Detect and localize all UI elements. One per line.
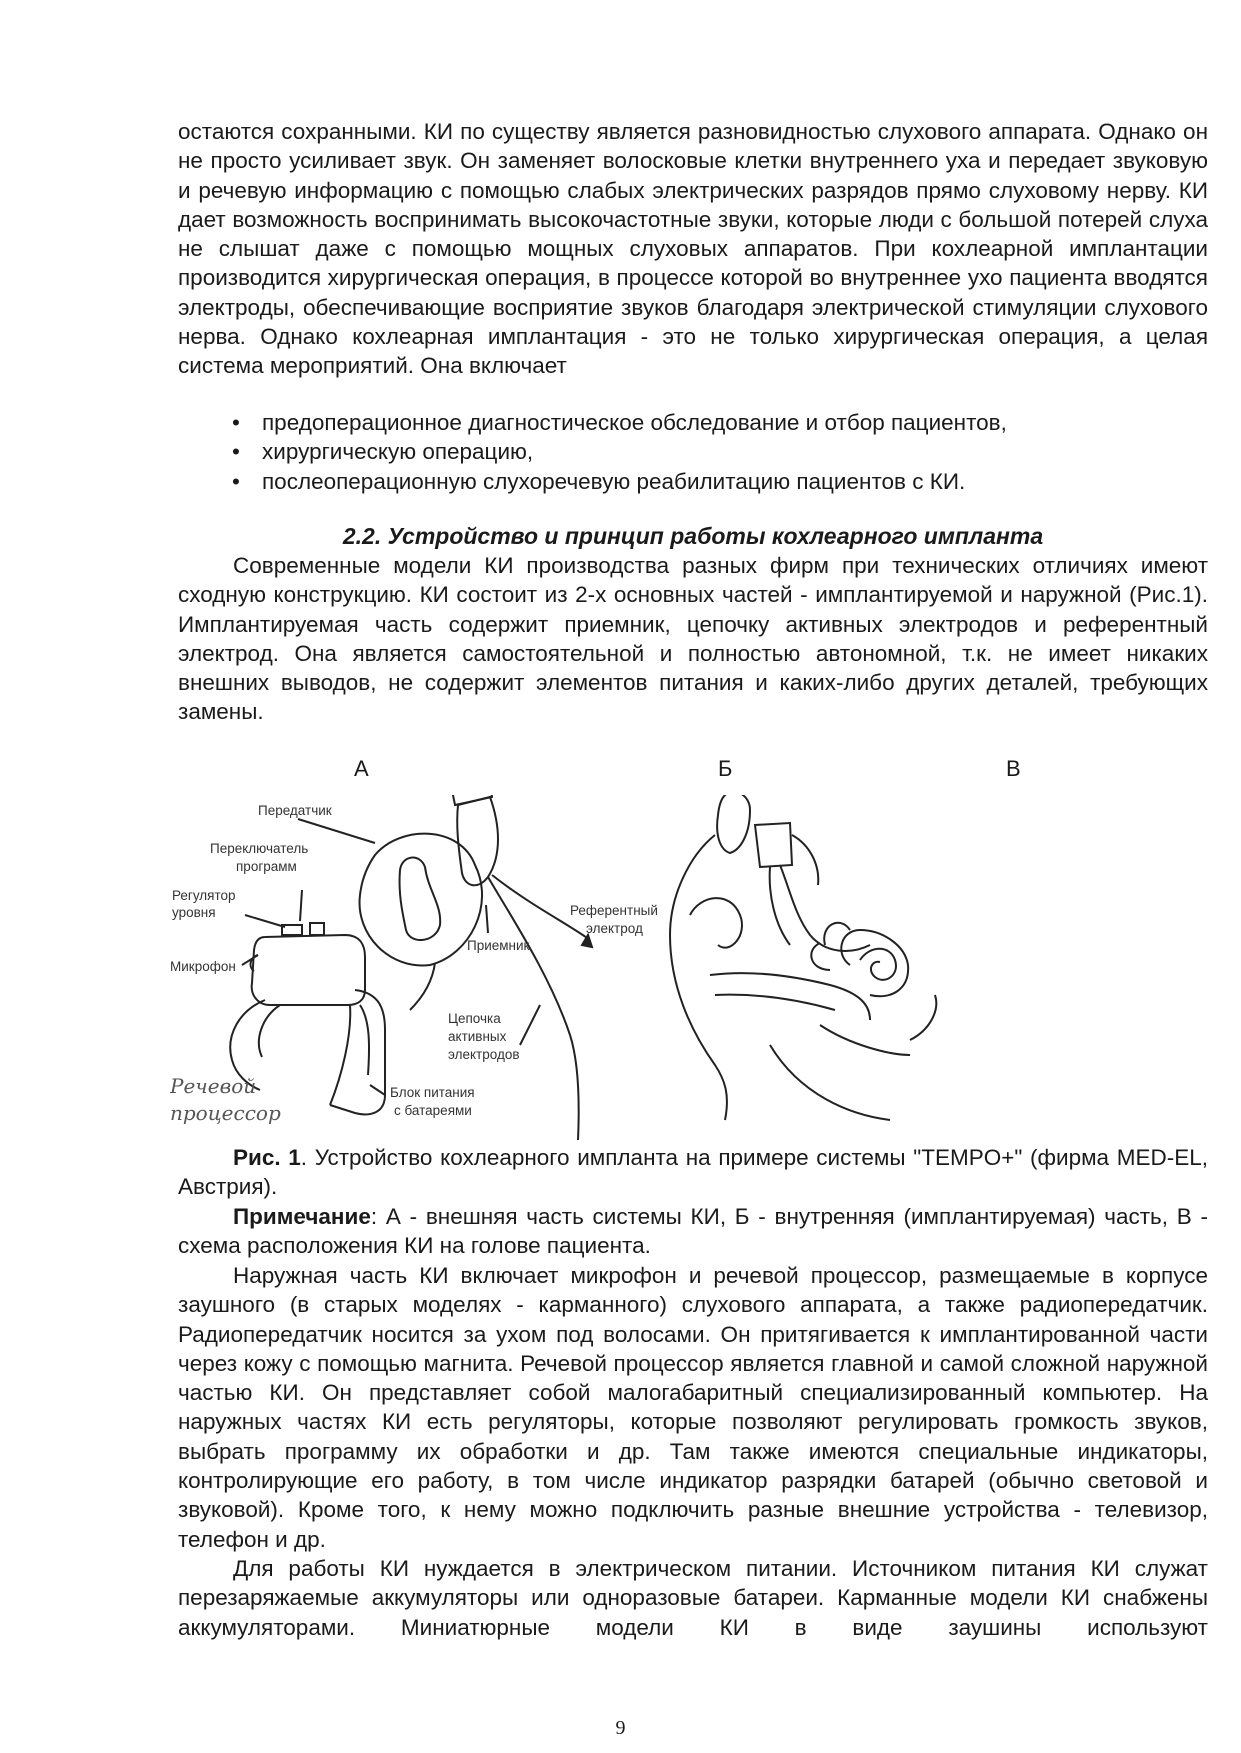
paragraph-intro: остаются сохранными. КИ по существу является разновидностью слухового аппарата. Однако он не просто усиливает звук. Он заменяет волосковые клетки внутреннего уха и передает звуковую и речевую информацию с помощью слабых электрических разрядов прямо слуховому нерву. КИ дает возможность воспринимать высокочастотные звуки, которые люди с большой потерей слуха не слышат даже с помощью мощных слуховых аппаратов. При кохлеарной имплантации производится хирургическая операция, в процессе которой во внутреннее ухо пациента вводятся электроды, обеспечивающие восприятие звуков благодаря электрической стимуляции слухового нерва. Однако кохлеарная имплантация - это не только хирургическая операция, а целая система мероприятий. Она включает [178,119,1208,379]
paragraph-external-part: Наружная часть КИ включает микрофон и речевой процессор, размещаемые в корпусе заушного (в старых моделях - карманного) слухового аппарата, а также радиопередатчик. Радиопередатчик носится за ухом под волосами. Он притягивается к имплантированной части через кожу с помощью магнита. Речевой процессор является главной и самой сложной наружной частью КИ. Он представляет собой малогабаритный специализированный компьютер. На наружных частях КИ есть регуляторы, которые позволяют регулировать громкость звуков, выбрать программу их обработки и др. Там также имеются специальные индикаторы, контролирующие его работу, в том числе индикатор разрядки батарей (обычно световой и звуковой). Кроме того, к нему можно подключить разные внешние устройства - телевизор, телефон и др. [178,1263,1208,1552]
bullet-icon: • [232,439,240,465]
label-microphone: Микрофон [170,959,236,974]
label-speech-processor-1: Речевой [170,1074,257,1098]
list-item: • послеоперационную слухоречевую реабилитацию пациентов с КИ. [232,467,1007,496]
figure-caption [178,1143,1208,1202]
caption-text: . Устройство кохлеарного импланта на примере системы "TEMPO+" (фирма MED-EL, Австрия). [178,1145,1209,1200]
label-switch-1: Переключатель [210,841,309,856]
figure-panel-c-label: В [1006,756,1021,781]
label-chain-2: активных [448,1029,507,1044]
label-transmitter: Передатчик [258,803,332,818]
list-item: • хирургическую операцию, [232,437,1007,466]
paragraph-construction: Современные модели КИ производства разных фирм при технических отличиях имеют сходную конструкцию. КИ состоит из 2-х основных частей - имплантируемой и наружной (Рис.1). Имплантируемая часть содержит приемник, цепочку активных электродов и референтный электрод. Она является самостоятельной и полностью автономной, т.к. не имеет никаких внешних выводов, не содержит элементов питания и каких-либо других деталей, требующих замены. [178,553,1208,725]
note-text: : А - внешняя часть системы КИ, Б - внутренняя (имплантируемая) часть, В - схема расположения КИ на голове пациента. [178,1204,1208,1259]
label-switch-2: программ [236,859,297,874]
figure-note [178,1202,1208,1261]
label-speech-processor-2: процессор [170,1101,281,1125]
label-battery-1: Блок питания [390,1085,475,1100]
bullet-icon: • [232,468,240,494]
label-level-2: уровня [172,905,216,920]
label-level-1: Регулятор [172,888,236,903]
note-label: Примечание [233,1204,371,1229]
figure-panel-b-label: Б [718,756,733,781]
figure-panel-a-label: А [354,756,369,781]
bullet-icon: • [232,410,240,435]
label-chain-1: Цепочка [448,1011,501,1026]
label-reference-2: электрод [586,921,643,936]
figure-cochlear-implant [170,795,1060,1140]
bullet-list [232,408,1007,496]
label-battery-2: с батареями [394,1103,472,1118]
list-item: • предоперационное диагностическое обследование и отбор пациентов, [232,408,1007,437]
label-reference-1: Референтный [570,903,658,918]
figure-drawing [170,795,1060,1140]
section-heading: 2.2. Устройство и принцип работы кохлеарного импланта [342,523,1044,549]
caption-label: Рис. 1 [233,1145,301,1170]
paragraph-power: Для работы КИ нуждается в электрическом питании. Источником питания КИ служат перезаряжаемые аккумуляторы или одноразовые батареи. Карманные модели КИ снабжены аккумуляторами. Миниатюрные модели КИ в виде заушины используют [178,1556,1208,1640]
page-number: 9 [615,1717,626,1739]
label-chain-3: электродов [448,1047,520,1062]
label-receiver: Приемник [467,938,530,953]
ear-schematic-drawing [670,795,936,1120]
